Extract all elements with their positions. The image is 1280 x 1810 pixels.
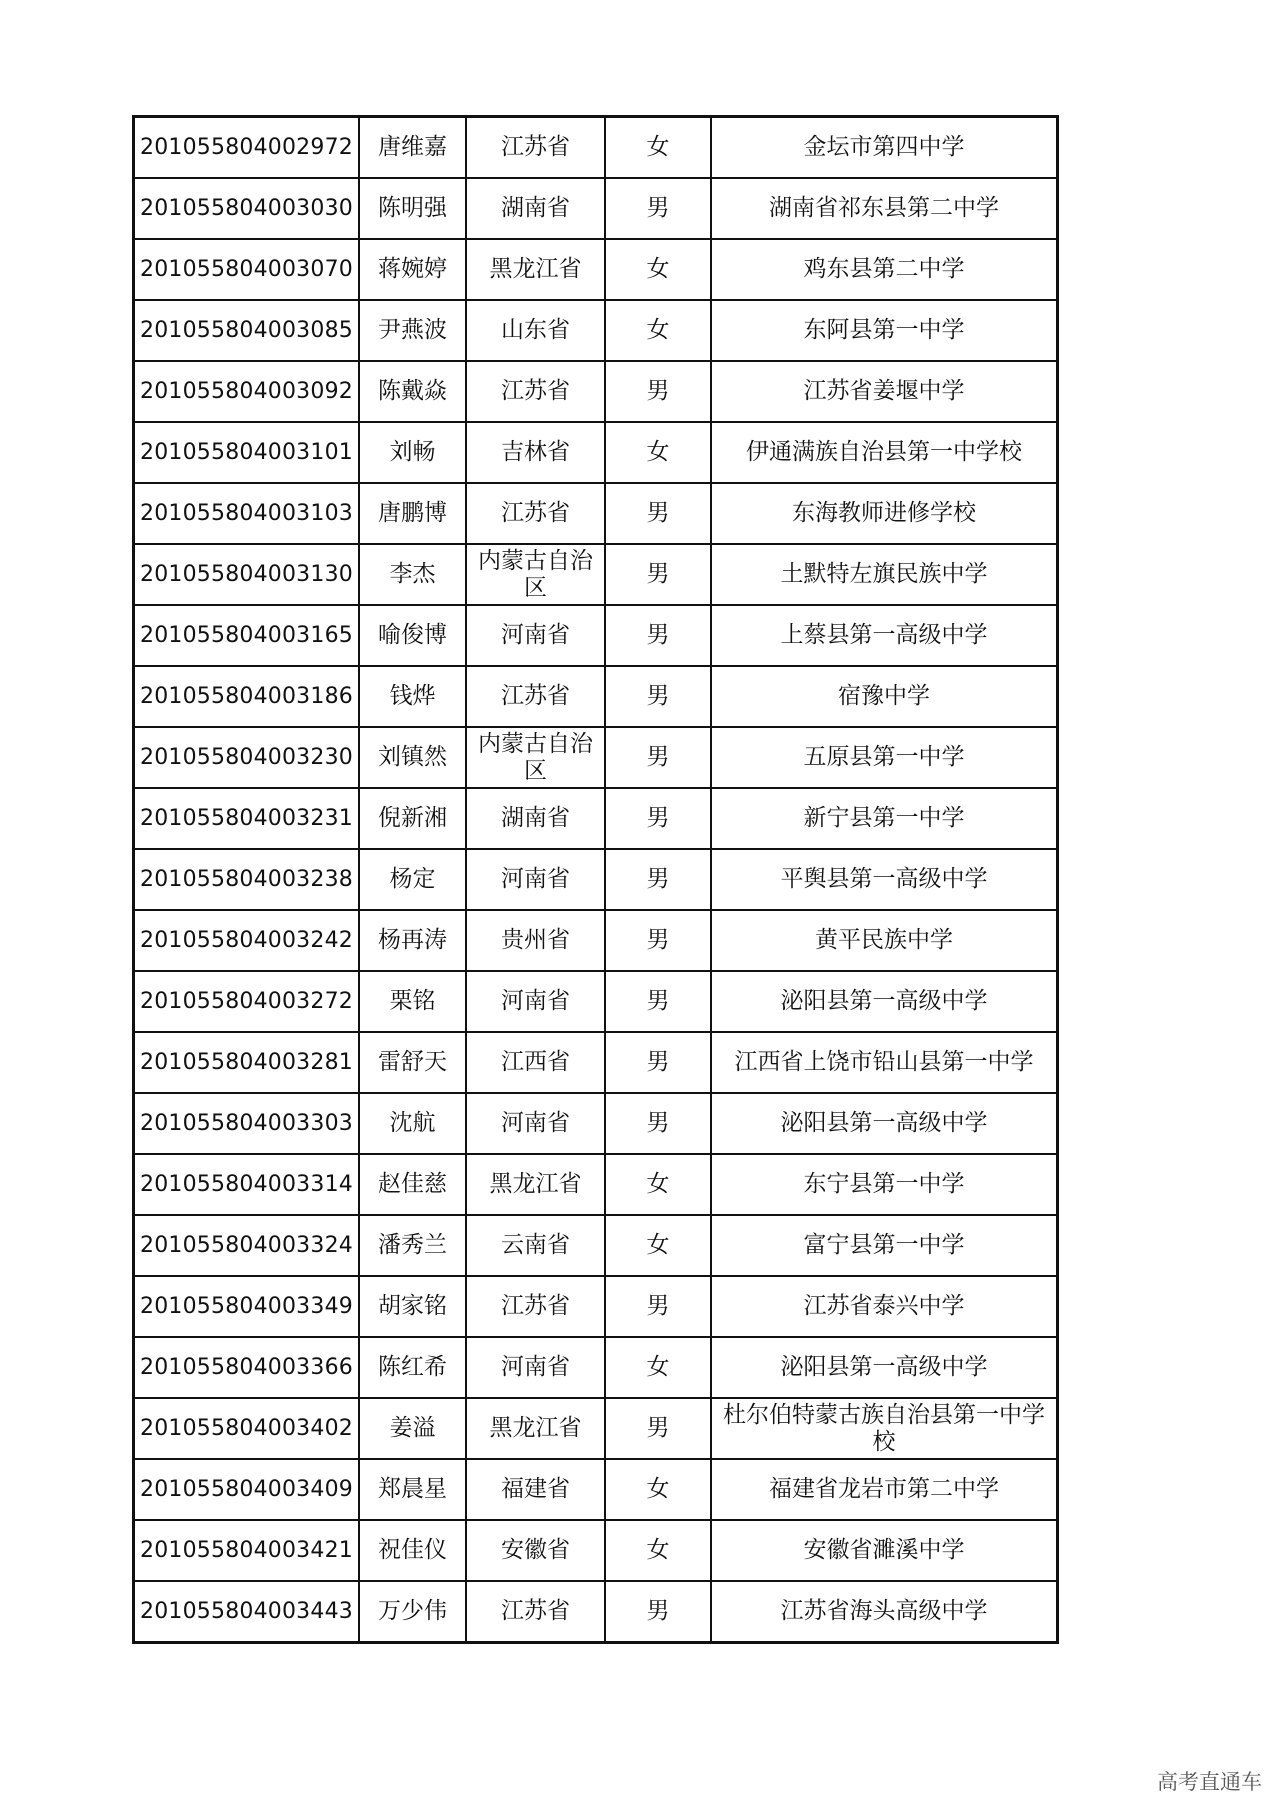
cell-exam-id: 201055804002972 bbox=[134, 117, 360, 179]
cell-name: 姜溢 bbox=[359, 1398, 466, 1459]
cell-gender: 男 bbox=[605, 971, 711, 1032]
cell-name: 唐维嘉 bbox=[359, 117, 466, 179]
cell-exam-id: 201055804003230 bbox=[134, 727, 360, 788]
cell-province: 贵州省 bbox=[466, 910, 605, 971]
cell-gender: 女 bbox=[605, 117, 711, 179]
cell-school: 宿豫中学 bbox=[711, 666, 1058, 727]
cell-school: 五原县第一中学 bbox=[711, 727, 1058, 788]
table-row bbox=[134, 422, 1058, 483]
cell-exam-id: 201055804003324 bbox=[134, 1215, 360, 1276]
cell-province: 黑龙江省 bbox=[466, 239, 605, 300]
cell-exam-id: 201055804003303 bbox=[134, 1093, 360, 1154]
table-row bbox=[134, 605, 1058, 666]
cell-gender: 女 bbox=[605, 422, 711, 483]
table-row bbox=[134, 1215, 1058, 1276]
cell-name: 陈戴焱 bbox=[359, 361, 466, 422]
cell-school: 泌阳县第一高级中学 bbox=[711, 1093, 1058, 1154]
cell-gender: 男 bbox=[605, 666, 711, 727]
cell-name: 栗铭 bbox=[359, 971, 466, 1032]
cell-school: 江苏省泰兴中学 bbox=[711, 1276, 1058, 1337]
cell-school: 黄平民族中学 bbox=[711, 910, 1058, 971]
cell-school: 平舆县第一高级中学 bbox=[711, 849, 1058, 910]
cell-name: 潘秀兰 bbox=[359, 1215, 466, 1276]
cell-name: 郑晨星 bbox=[359, 1459, 466, 1520]
cell-name: 倪新湘 bbox=[359, 788, 466, 849]
cell-gender: 男 bbox=[605, 727, 711, 788]
cell-province: 黑龙江省 bbox=[466, 1154, 605, 1215]
cell-school: 江西省上饶市铅山县第一中学 bbox=[711, 1032, 1058, 1093]
cell-school: 杜尔伯特蒙古族自治县第一中学校 bbox=[711, 1398, 1058, 1459]
cell-province: 河南省 bbox=[466, 849, 605, 910]
cell-name: 李杰 bbox=[359, 544, 466, 605]
cell-province: 江苏省 bbox=[466, 117, 605, 179]
cell-school: 东宁县第一中学 bbox=[711, 1154, 1058, 1215]
cell-exam-id: 201055804003421 bbox=[134, 1520, 360, 1581]
table-row bbox=[134, 178, 1058, 239]
cell-gender: 女 bbox=[605, 1215, 711, 1276]
cell-gender: 女 bbox=[605, 1520, 711, 1581]
cell-exam-id: 201055804003272 bbox=[134, 971, 360, 1032]
table-row bbox=[134, 1459, 1058, 1520]
cell-school: 泌阳县第一高级中学 bbox=[711, 1337, 1058, 1398]
cell-exam-id: 201055804003165 bbox=[134, 605, 360, 666]
cell-gender: 男 bbox=[605, 1093, 711, 1154]
cell-school: 土默特左旗民族中学 bbox=[711, 544, 1058, 605]
cell-exam-id: 201055804003070 bbox=[134, 239, 360, 300]
cell-exam-id: 201055804003281 bbox=[134, 1032, 360, 1093]
cell-province: 湖南省 bbox=[466, 178, 605, 239]
cell-school: 富宁县第一中学 bbox=[711, 1215, 1058, 1276]
cell-school: 鸡东县第二中学 bbox=[711, 239, 1058, 300]
cell-name: 尹燕波 bbox=[359, 300, 466, 361]
cell-name: 喻俊博 bbox=[359, 605, 466, 666]
cell-exam-id: 201055804003030 bbox=[134, 178, 360, 239]
cell-province: 河南省 bbox=[466, 1337, 605, 1398]
cell-gender: 女 bbox=[605, 239, 711, 300]
cell-exam-id: 201055804003443 bbox=[134, 1581, 360, 1643]
cell-name: 杨再涛 bbox=[359, 910, 466, 971]
cell-name: 赵佳慈 bbox=[359, 1154, 466, 1215]
cell-gender: 男 bbox=[605, 361, 711, 422]
cell-exam-id: 201055804003238 bbox=[134, 849, 360, 910]
cell-school: 新宁县第一中学 bbox=[711, 788, 1058, 849]
cell-province: 山东省 bbox=[466, 300, 605, 361]
cell-exam-id: 201055804003402 bbox=[134, 1398, 360, 1459]
cell-name: 钱烨 bbox=[359, 666, 466, 727]
table-row bbox=[134, 971, 1058, 1032]
cell-gender: 女 bbox=[605, 1459, 711, 1520]
table-row bbox=[134, 483, 1058, 544]
cell-province: 吉林省 bbox=[466, 422, 605, 483]
cell-province: 河南省 bbox=[466, 1093, 605, 1154]
cell-gender: 男 bbox=[605, 1276, 711, 1337]
table-row bbox=[134, 300, 1058, 361]
cell-exam-id: 201055804003103 bbox=[134, 483, 360, 544]
table-row bbox=[134, 788, 1058, 849]
cell-school: 泌阳县第一高级中学 bbox=[711, 971, 1058, 1032]
watermark-text: 高考直通车 bbox=[1157, 1770, 1262, 1794]
cell-province: 江苏省 bbox=[466, 666, 605, 727]
cell-province: 云南省 bbox=[466, 1215, 605, 1276]
cell-school: 江苏省姜堰中学 bbox=[711, 361, 1058, 422]
cell-exam-id: 201055804003231 bbox=[134, 788, 360, 849]
cell-name: 祝佳仪 bbox=[359, 1520, 466, 1581]
cell-province: 江苏省 bbox=[466, 361, 605, 422]
table-row bbox=[134, 849, 1058, 910]
table-row bbox=[134, 117, 1058, 179]
cell-exam-id: 201055804003409 bbox=[134, 1459, 360, 1520]
cell-school: 江苏省海头高级中学 bbox=[711, 1581, 1058, 1643]
cell-name: 刘镇然 bbox=[359, 727, 466, 788]
table-body bbox=[134, 117, 1058, 1643]
table-row bbox=[134, 910, 1058, 971]
cell-gender: 男 bbox=[605, 1032, 711, 1093]
cell-name: 沈航 bbox=[359, 1093, 466, 1154]
cell-exam-id: 201055804003349 bbox=[134, 1276, 360, 1337]
cell-exam-id: 201055804003092 bbox=[134, 361, 360, 422]
cell-school: 伊通满族自治县第一中学校 bbox=[711, 422, 1058, 483]
cell-school: 上蔡县第一高级中学 bbox=[711, 605, 1058, 666]
cell-name: 刘畅 bbox=[359, 422, 466, 483]
cell-gender: 男 bbox=[605, 483, 711, 544]
cell-province: 湖南省 bbox=[466, 788, 605, 849]
cell-province: 江西省 bbox=[466, 1032, 605, 1093]
cell-name: 陈明强 bbox=[359, 178, 466, 239]
cell-province: 内蒙古自治区 bbox=[466, 727, 605, 788]
cell-gender: 女 bbox=[605, 1154, 711, 1215]
table-row bbox=[134, 1520, 1058, 1581]
cell-gender: 男 bbox=[605, 910, 711, 971]
cell-school: 东阿县第一中学 bbox=[711, 300, 1058, 361]
cell-exam-id: 201055804003366 bbox=[134, 1337, 360, 1398]
cell-gender: 男 bbox=[605, 178, 711, 239]
cell-province: 江苏省 bbox=[466, 1276, 605, 1337]
cell-exam-id: 201055804003101 bbox=[134, 422, 360, 483]
cell-province: 福建省 bbox=[466, 1459, 605, 1520]
cell-gender: 男 bbox=[605, 1398, 711, 1459]
cell-province: 江苏省 bbox=[466, 1581, 605, 1643]
cell-gender: 男 bbox=[605, 788, 711, 849]
cell-name: 胡家铭 bbox=[359, 1276, 466, 1337]
cell-exam-id: 201055804003186 bbox=[134, 666, 360, 727]
cell-exam-id: 201055804003130 bbox=[134, 544, 360, 605]
cell-name: 唐鹏博 bbox=[359, 483, 466, 544]
cell-province: 江苏省 bbox=[466, 483, 605, 544]
table-row bbox=[134, 1154, 1058, 1215]
cell-gender: 女 bbox=[605, 1337, 711, 1398]
cell-name: 雷舒天 bbox=[359, 1032, 466, 1093]
cell-exam-id: 201055804003314 bbox=[134, 1154, 360, 1215]
cell-province: 黑龙江省 bbox=[466, 1398, 605, 1459]
table-row bbox=[134, 1093, 1058, 1154]
cell-gender: 男 bbox=[605, 1581, 711, 1643]
cell-exam-id: 201055804003242 bbox=[134, 910, 360, 971]
table-row bbox=[134, 544, 1058, 605]
table-row bbox=[134, 361, 1058, 422]
table-row bbox=[134, 1337, 1058, 1398]
table-row bbox=[134, 1398, 1058, 1459]
cell-gender: 女 bbox=[605, 300, 711, 361]
cell-school: 东海教师进修学校 bbox=[711, 483, 1058, 544]
cell-province: 河南省 bbox=[466, 971, 605, 1032]
cell-name: 蒋婉婷 bbox=[359, 239, 466, 300]
student-list-table bbox=[132, 115, 1059, 1644]
cell-gender: 男 bbox=[605, 849, 711, 910]
table-row bbox=[134, 727, 1058, 788]
cell-province: 安徽省 bbox=[466, 1520, 605, 1581]
cell-gender: 男 bbox=[605, 605, 711, 666]
cell-school: 湖南省祁东县第二中学 bbox=[711, 178, 1058, 239]
cell-gender: 男 bbox=[605, 544, 711, 605]
cell-name: 杨定 bbox=[359, 849, 466, 910]
cell-province: 河南省 bbox=[466, 605, 605, 666]
cell-name: 万少伟 bbox=[359, 1581, 466, 1643]
table-row bbox=[134, 666, 1058, 727]
table-row bbox=[134, 1581, 1058, 1643]
cell-province: 内蒙古自治区 bbox=[466, 544, 605, 605]
cell-name: 陈红希 bbox=[359, 1337, 466, 1398]
cell-school: 福建省龙岩市第二中学 bbox=[711, 1459, 1058, 1520]
table-row bbox=[134, 1276, 1058, 1337]
table-row bbox=[134, 1032, 1058, 1093]
cell-exam-id: 201055804003085 bbox=[134, 300, 360, 361]
table-row bbox=[134, 239, 1058, 300]
cell-school: 安徽省濉溪中学 bbox=[711, 1520, 1058, 1581]
cell-school: 金坛市第四中学 bbox=[711, 117, 1058, 179]
